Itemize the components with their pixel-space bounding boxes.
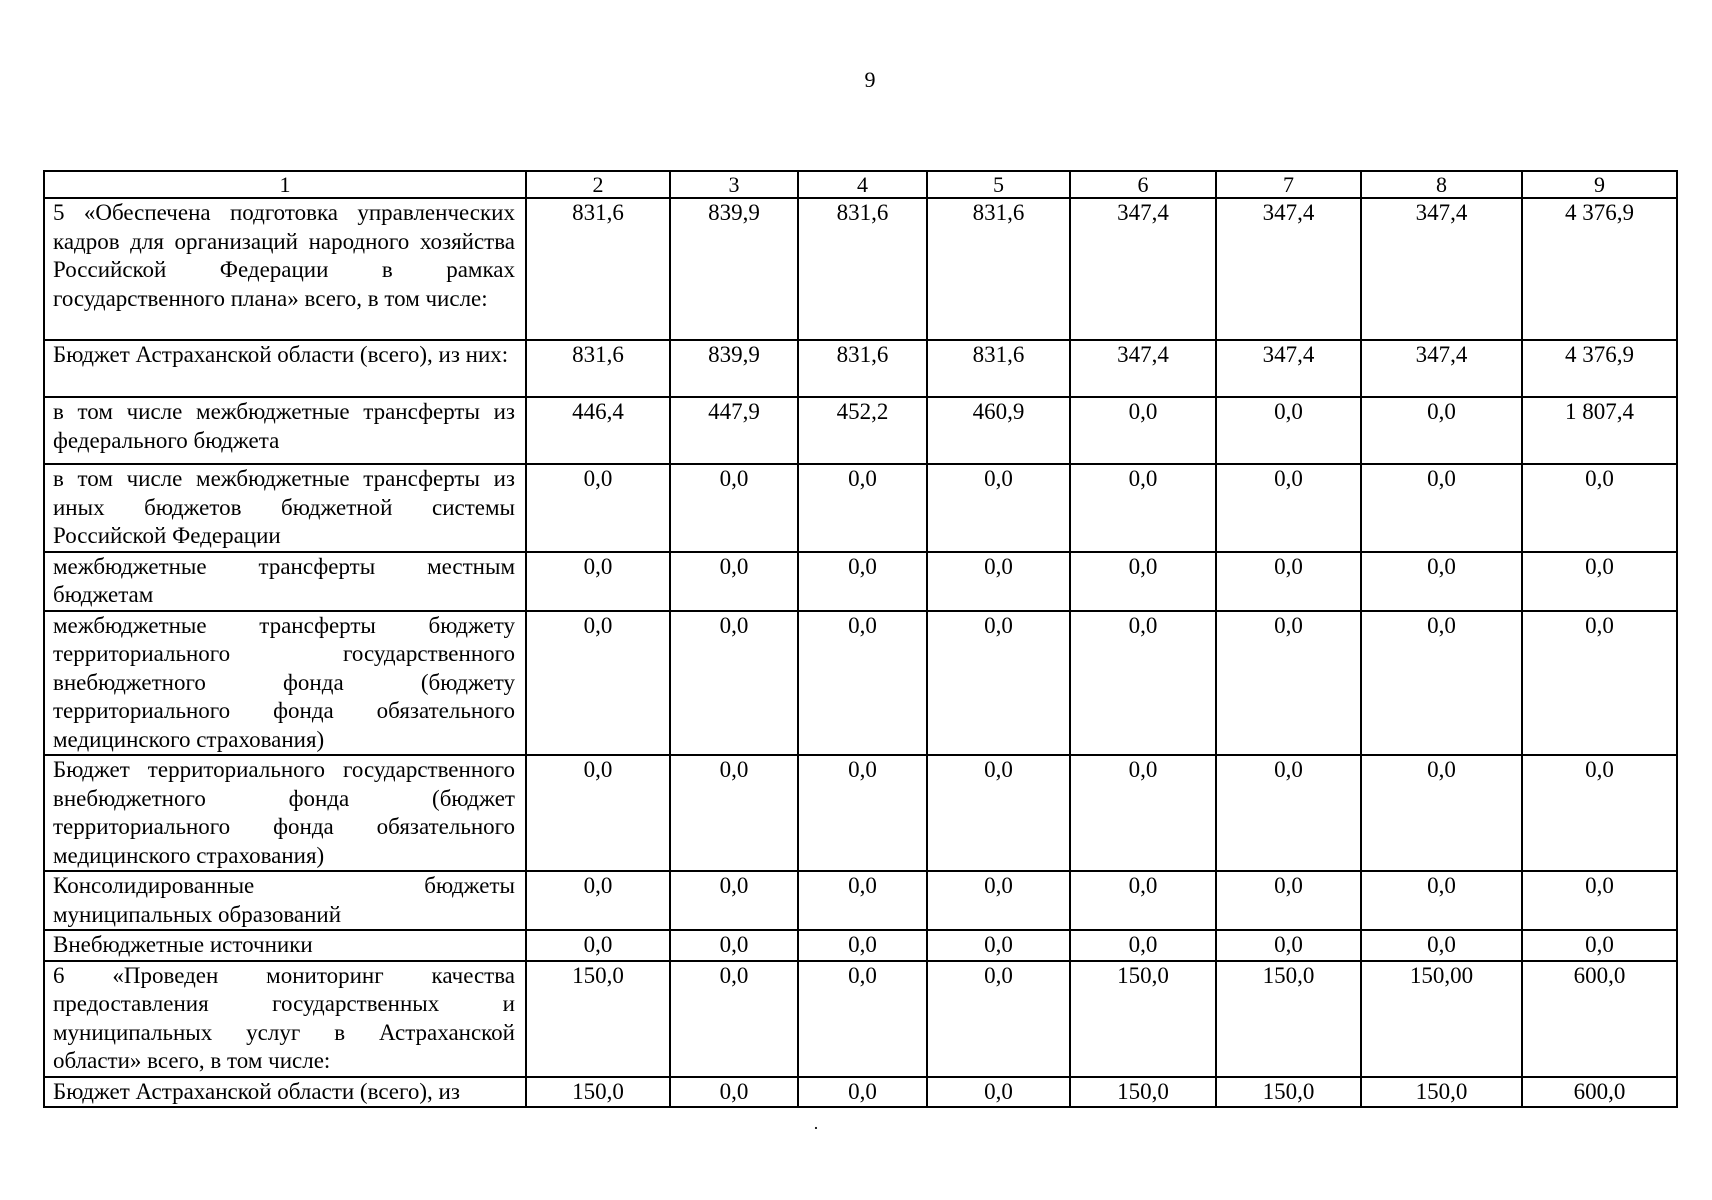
table-cell-value: 150,0	[1216, 961, 1361, 1077]
row-label: Внебюджетные источники	[44, 930, 526, 961]
table-cell-value: 0,0	[1522, 611, 1677, 756]
table-cell-value: 0,0	[927, 552, 1070, 611]
table-cell-value: 0,0	[1522, 464, 1677, 552]
column-header-6: 6	[1070, 171, 1216, 198]
table-cell-value: 0,0	[1361, 871, 1522, 930]
column-header-2: 2	[526, 171, 670, 198]
table-row	[44, 871, 1677, 930]
table-cell-value: 1 807,4	[1522, 397, 1677, 464]
table-cell-value: 0,0	[1216, 464, 1361, 552]
table-cell-value: 0,0	[1216, 397, 1361, 464]
table-cell-value: 0,0	[1070, 552, 1216, 611]
table-cell-value: 0,0	[1361, 464, 1522, 552]
table-cell-value: 0,0	[1070, 464, 1216, 552]
table-cell-value: 150,0	[526, 1077, 670, 1108]
table-cell-value: 0,0	[670, 611, 798, 756]
table-cell-value: 447,9	[670, 397, 798, 464]
table-cell-value: 600,0	[1522, 961, 1677, 1077]
table-cell-value: 347,4	[1216, 340, 1361, 397]
table-cell-value: 0,0	[526, 611, 670, 756]
table-cell-value: 0,0	[927, 611, 1070, 756]
table-cell-value: 150,0	[1070, 1077, 1216, 1108]
table-header-row	[44, 171, 1677, 198]
table-cell-value: 0,0	[798, 611, 927, 756]
table-cell-value: 0,0	[798, 871, 927, 930]
table-cell-value: 0,0	[670, 464, 798, 552]
table-cell-value: 0,0	[670, 755, 798, 871]
column-header-8: 8	[1361, 171, 1522, 198]
column-header-1: 1	[44, 171, 526, 198]
table-cell-value: 831,6	[526, 198, 670, 340]
table-cell-value: 0,0	[927, 755, 1070, 871]
table-cell-value: 600,0	[1522, 1077, 1677, 1108]
table-cell-value: 0,0	[1070, 755, 1216, 871]
table-cell-value: 0,0	[1522, 930, 1677, 961]
table-cell-value: 150,0	[1070, 961, 1216, 1077]
table-cell-value: 347,4	[1070, 198, 1216, 340]
table-cell-value: 0,0	[927, 961, 1070, 1077]
row-label: 5 «Обеспечена подготовка управленческих кадров для организаций народного хозяйства Российской Федерации в рамках государственного плана» всего, в том числе:	[44, 198, 526, 340]
table-cell-value: 0,0	[1361, 552, 1522, 611]
table-cell-value: 0,0	[670, 552, 798, 611]
table-cell-value: 0,0	[927, 930, 1070, 961]
table-cell-value: 446,4	[526, 397, 670, 464]
table-cell-value: 0,0	[798, 755, 927, 871]
row-label: межбюджетные трансферты местным бюджетам	[44, 552, 526, 611]
table-cell-value: 0,0	[670, 871, 798, 930]
table-cell-value: 0,0	[1070, 397, 1216, 464]
table-cell-value: 0,0	[1522, 552, 1677, 611]
stray-mark: ·	[813, 1118, 819, 1138]
table-cell-value: 0,0	[526, 930, 670, 961]
table-row	[44, 552, 1677, 611]
table-cell-value: 0,0	[1216, 611, 1361, 756]
table-cell-value: 452,2	[798, 397, 927, 464]
column-header-9: 9	[1522, 171, 1677, 198]
column-header-4: 4	[798, 171, 927, 198]
table-cell-value: 0,0	[670, 930, 798, 961]
table-cell-value: 0,0	[927, 464, 1070, 552]
table-cell-value: 0,0	[1216, 552, 1361, 611]
table-cell-value: 4 376,9	[1522, 340, 1677, 397]
table-cell-value: 0,0	[798, 464, 927, 552]
table-row	[44, 397, 1677, 464]
table-cell-value: 831,6	[798, 198, 927, 340]
table-cell-value: 0,0	[1070, 871, 1216, 930]
table-cell-value: 150,0	[1361, 1077, 1522, 1108]
table-cell-value: 0,0	[670, 961, 798, 1077]
table-cell-value: 0,0	[798, 1077, 927, 1108]
table-cell-value: 347,4	[1070, 340, 1216, 397]
table-cell-value: 460,9	[927, 397, 1070, 464]
table-cell-value: 347,4	[1361, 340, 1522, 397]
page-number: 9	[864, 67, 876, 92]
table-cell-value: 0,0	[1522, 755, 1677, 871]
table-cell-value: 0,0	[1361, 611, 1522, 756]
table-row	[44, 930, 1677, 961]
table-cell-value: 831,6	[927, 198, 1070, 340]
table-cell-value: 0,0	[1522, 871, 1677, 930]
table-cell-value: 0,0	[526, 755, 670, 871]
row-label: Консолидированные бюджеты муниципальных образований	[44, 871, 526, 930]
column-header-7: 7	[1216, 171, 1361, 198]
table-row	[44, 961, 1677, 1077]
table-row	[44, 340, 1677, 397]
table-cell-value: 0,0	[1070, 930, 1216, 961]
row-label: 6 «Проведен мониторинг качества предоставления государственных и муниципальных услуг в Астраханской области» всего, в том числе:	[44, 961, 526, 1077]
table-cell-value: 0,0	[1361, 397, 1522, 464]
row-label: Бюджет Астраханской области (всего), из	[44, 1077, 526, 1108]
table-cell-value: 347,4	[1361, 198, 1522, 340]
table-cell-value: 831,6	[798, 340, 927, 397]
table-cell-value: 150,00	[1361, 961, 1522, 1077]
table-cell-value: 4 376,9	[1522, 198, 1677, 340]
table-cell-value: 0,0	[927, 1077, 1070, 1108]
table-row	[44, 464, 1677, 552]
table-cell-value: 831,6	[927, 340, 1070, 397]
table-cell-value: 0,0	[526, 464, 670, 552]
table-cell-value: 0,0	[526, 552, 670, 611]
table-row	[44, 198, 1677, 340]
table-cell-value: 839,9	[670, 340, 798, 397]
table-cell-value: 0,0	[526, 871, 670, 930]
table-cell-value: 0,0	[1070, 611, 1216, 756]
table-cell-value: 839,9	[670, 198, 798, 340]
table-cell-value: 0,0	[1216, 871, 1361, 930]
table-cell-value: 0,0	[798, 930, 927, 961]
row-label: в том числе межбюджетные трансферты из федерального бюджета	[44, 397, 526, 464]
table-row	[44, 755, 1677, 871]
table-cell-value: 150,0	[1216, 1077, 1361, 1108]
table-cell-value: 0,0	[798, 552, 927, 611]
column-header-3: 3	[670, 171, 798, 198]
table-cell-value: 0,0	[1216, 755, 1361, 871]
row-label: в том числе межбюджетные трансферты из иных бюджетов бюджетной системы Российской Федерации	[44, 464, 526, 552]
table-cell-value: 347,4	[1216, 198, 1361, 340]
table-row	[44, 611, 1677, 756]
table-cell-value: 0,0	[670, 1077, 798, 1108]
table-cell-value: 0,0	[1361, 930, 1522, 961]
table-cell-value: 0,0	[798, 961, 927, 1077]
budget-table	[43, 170, 1678, 1108]
column-header-5: 5	[927, 171, 1070, 198]
table-cell-value: 0,0	[1216, 930, 1361, 961]
table-cell-value: 831,6	[526, 340, 670, 397]
row-label: Бюджет Астраханской области (всего), из них:	[44, 340, 526, 397]
table-cell-value: 0,0	[927, 871, 1070, 930]
row-label: Бюджет территориального государственного внебюджетного фонда (бюджет территориального фонда обязательного медицинского страхования)	[44, 755, 526, 871]
table-cell-value: 150,0	[526, 961, 670, 1077]
row-label: межбюджетные трансферты бюджету территориального государственного внебюджетного фонда (бюджету территориального фонда обязательного медицинского страхования)	[44, 611, 526, 756]
table-cell-value: 0,0	[1361, 755, 1522, 871]
table-row	[44, 1077, 1677, 1108]
